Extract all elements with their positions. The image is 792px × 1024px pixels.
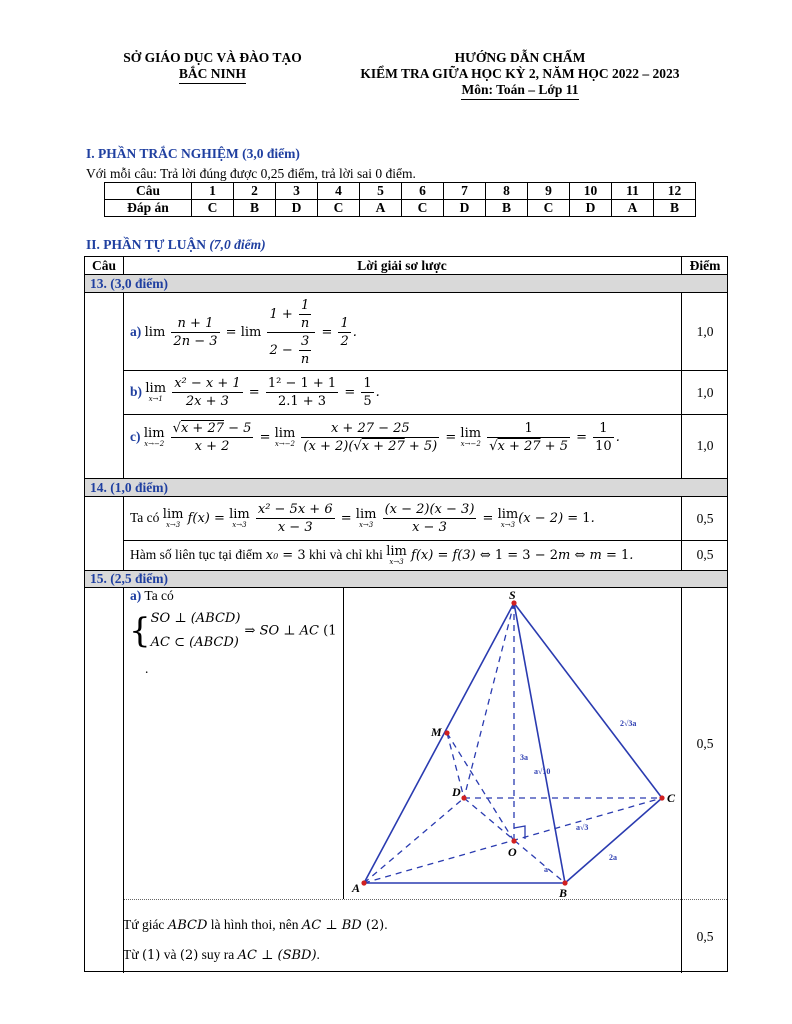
length-BC: 2a bbox=[609, 853, 617, 862]
col-divider bbox=[681, 257, 682, 275]
label-B: B bbox=[559, 886, 568, 899]
q13-title: 13. (3,0 điểm) bbox=[85, 275, 727, 292]
col-divider bbox=[123, 292, 124, 479]
q15-title: 15. (2,5 điểm) bbox=[85, 571, 727, 587]
label-D: D bbox=[452, 785, 461, 799]
length-SC: 2√3a bbox=[620, 719, 637, 728]
label-O: O bbox=[508, 845, 517, 859]
answer-table-row-label: Câu bbox=[105, 183, 192, 200]
q13-c-score: 1,0 bbox=[696, 438, 714, 453]
q13-b-score: 1,0 bbox=[696, 385, 714, 400]
q15-score-2: 0,5 bbox=[696, 929, 714, 944]
answer-cell: D bbox=[570, 200, 612, 217]
row-divider bbox=[85, 496, 727, 497]
q14-score-1: 0,5 bbox=[696, 511, 714, 526]
point-B bbox=[562, 880, 567, 885]
answer-cell: A bbox=[612, 200, 654, 217]
question-number: 8 bbox=[486, 183, 528, 200]
length-SB: a√10 bbox=[534, 767, 551, 776]
edge-BC bbox=[565, 798, 662, 883]
section-1-title: I. PHẦN TRẮC NGHIỆM (3,0 điểm) bbox=[86, 146, 300, 161]
q15-line-1-prefix: Tứ giác bbox=[123, 917, 165, 932]
answer-cell: B bbox=[654, 200, 696, 217]
section-2-title bbox=[86, 237, 266, 253]
q13-a-score: 1,0 bbox=[696, 324, 714, 339]
answer-cell: A bbox=[360, 200, 402, 217]
solution-table bbox=[84, 256, 728, 972]
section-2-title-points: (7,0 điểm) bbox=[209, 237, 266, 252]
q14-title: 14. (1,0 điểm) bbox=[85, 479, 727, 496]
question-number: 7 bbox=[444, 183, 486, 200]
col-header-solution: Lời giải sơ lược bbox=[357, 258, 447, 273]
label-S: S bbox=[509, 588, 516, 602]
col-divider bbox=[123, 496, 124, 571]
row-divider bbox=[123, 899, 727, 900]
q14-line-1-prefix: Ta có bbox=[130, 510, 160, 525]
q15-score-1: 0,5 bbox=[696, 736, 714, 751]
q14-score-2: 0,5 bbox=[696, 547, 714, 562]
length-SO: 3a bbox=[520, 753, 528, 762]
answer-table-row-questions bbox=[105, 183, 696, 200]
point-O bbox=[511, 838, 516, 843]
q14-line-1: Ta có lim x→3 f(x) = lim x→3 $\frac{\text{x² − 5x + 6}}{x - 3}$ = lim x→3 $\frac{(x - 2)(x - 3)}{x - 3}$ = lim x→3 (x − 2) = 1. bbox=[130, 502, 595, 535]
edge-SB bbox=[514, 603, 565, 883]
point-M bbox=[444, 730, 449, 735]
answer-cell: D bbox=[276, 200, 318, 217]
department-name: SỞ GIÁO DỤC VÀ ĐÀO TẠO bbox=[123, 50, 302, 65]
header-left bbox=[105, 50, 320, 84]
q15-line-2-mid2: suy ra bbox=[201, 947, 235, 962]
exam-title: KIỂM TRA GIỮA HỌC KỲ 2, NĂM HỌC 2022 – 2023 bbox=[360, 66, 680, 81]
province-name: BẮC NINH bbox=[179, 66, 246, 84]
answer-cell: C bbox=[318, 200, 360, 217]
q13-b-solution: b) lim x→1 $\frac{\text{x² − x + 1}}{2x + 3}$ = $\frac{\text{1² − 1 + 1}}{2.1 + 3}$ = $\frac{1}{5}$ . bbox=[130, 376, 380, 409]
answer-table-row-label: Đáp án bbox=[105, 200, 192, 217]
question-number: 4 bbox=[318, 183, 360, 200]
q15-a-system: {SO ⊥ (ABCD) AC ⊂ (ABCD) ⇒ SO ⊥ AC (1 bbox=[129, 611, 337, 651]
answer-cell: B bbox=[234, 200, 276, 217]
q15-period: . bbox=[145, 661, 149, 676]
q13-b-label: b) bbox=[130, 384, 143, 399]
col-divider bbox=[681, 587, 682, 973]
subject-line: Môn: Toán – Lớp 11 bbox=[461, 82, 578, 100]
point-A bbox=[361, 880, 366, 885]
pyramid-figure bbox=[344, 588, 680, 899]
question-number: 10 bbox=[570, 183, 612, 200]
q13-c-solution: c) lim x→−2 $\frac{√x + 27 - 5}{x + 2}$ = lim x→−2 $\frac{x + 27 - 25}{(x + 2)(√x + 27 + 5)}$ = lim x→−2 $\frac{1}{√x + 27 + 5}$ = $\frac{1}{10}$ . bbox=[130, 421, 620, 454]
answer-cell: C bbox=[528, 200, 570, 217]
question-number: 6 bbox=[402, 183, 444, 200]
length-OC: a√3 bbox=[576, 823, 589, 832]
row-divider bbox=[123, 414, 727, 415]
point-C bbox=[659, 795, 664, 800]
answer-table bbox=[104, 182, 696, 217]
answer-cell: B bbox=[486, 200, 528, 217]
edge-SA bbox=[364, 603, 514, 883]
label-C: C bbox=[667, 791, 676, 805]
col-header-score: Điểm bbox=[689, 258, 721, 273]
edge-AD bbox=[364, 798, 464, 883]
row-divider bbox=[123, 540, 727, 541]
header-right bbox=[335, 50, 705, 100]
answer-table-row-answers bbox=[105, 200, 696, 217]
doc-title: HƯỚNG DẪN CHẤM bbox=[454, 50, 586, 65]
label-A: A bbox=[352, 881, 361, 895]
answer-cell: C bbox=[402, 200, 444, 217]
q15-line-2: Từ (1) và (2) suy ra AC ⊥ (SBD). bbox=[123, 947, 320, 963]
q15-a-label: a) bbox=[130, 588, 142, 603]
section-2-title-main: II. PHẦN TỰ LUẬN bbox=[86, 237, 207, 252]
q14-line-2-prefix: Hàm số liên tục tại điểm bbox=[130, 547, 263, 562]
row-divider bbox=[123, 370, 727, 371]
row-divider bbox=[85, 292, 727, 293]
question-number: 2 bbox=[234, 183, 276, 200]
length-OB: a bbox=[544, 865, 548, 874]
question-number: 12 bbox=[654, 183, 696, 200]
q15-line-1: Tứ giác ABCD là hình thoi, nên AC ⊥ BD (2). bbox=[123, 917, 388, 933]
section-1-intro: Với mỗi câu: Trả lời đúng được 0,25 điểm, trả lời sai 0 điểm. bbox=[86, 166, 416, 181]
question-number: 3 bbox=[276, 183, 318, 200]
question-number: 1 bbox=[192, 183, 234, 200]
q13-a-label: a) bbox=[130, 324, 142, 339]
q15-line-2-mid: và bbox=[163, 947, 177, 962]
label-M: M bbox=[431, 725, 442, 739]
col-header-question: Câu bbox=[91, 258, 116, 273]
q13-c-label: c) bbox=[130, 429, 141, 444]
question-number: 11 bbox=[612, 183, 654, 200]
answer-cell: C bbox=[192, 200, 234, 217]
q15-a-reasoning bbox=[130, 588, 174, 604]
edge-SD bbox=[464, 603, 514, 798]
q15-line-1-mid: là hình thoi, nên bbox=[210, 917, 299, 932]
point-D bbox=[461, 795, 466, 800]
answer-cell: D bbox=[444, 200, 486, 217]
q15-line-2-prefix: Từ bbox=[123, 947, 139, 962]
col-divider bbox=[123, 587, 124, 973]
q13-a-solution: a) lim $\frac{n + 1}{2n - 3}$ = lim 1 + $\frac{1}{n}$ 2 − $\frac{3}{n}$ = $\frac{1}{2}$ . bbox=[130, 298, 357, 367]
q14-line-2-mid: khi và chỉ khi bbox=[308, 547, 383, 562]
q14-line-2: Hàm số liên tục tại điểm x0 = 3 khi và chỉ khi lim x→3 f(x) = f(3) ⇔ 1 = 3 − 2m ⇔ m = 1. bbox=[130, 544, 634, 566]
question-number: 9 bbox=[528, 183, 570, 200]
q15-ta-co: Ta có bbox=[144, 588, 174, 603]
question-number: 5 bbox=[360, 183, 402, 200]
col-divider bbox=[123, 257, 124, 275]
